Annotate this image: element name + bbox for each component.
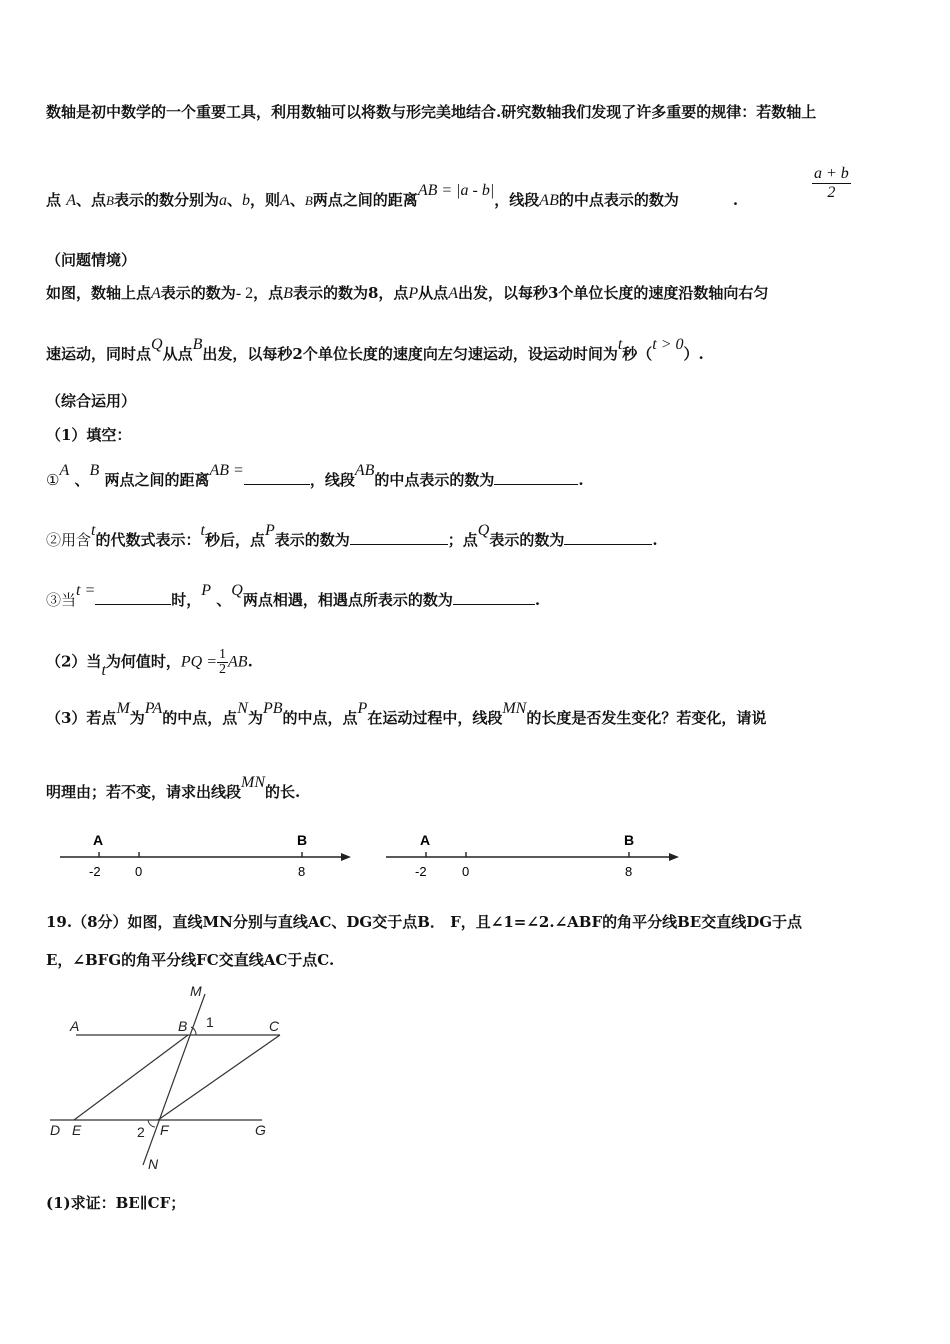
tick-label: 8 [298, 864, 306, 879]
q1-sub-2: ②用含t的代数式表示：t秒后，点P表示的数为 ；点Q表示的数为 . [46, 522, 658, 549]
answer-blank[interactable] [564, 530, 652, 545]
q1-sub-3: ③当t =时，P 、Q两点相遇，相遇点所表示的数为 . [46, 582, 541, 609]
label-angle-1: 1 [206, 1014, 214, 1030]
q2: （2）当t为何值时，PQ = $\frac{1}{2}$ AB. [46, 647, 253, 679]
answer-blank[interactable] [350, 530, 448, 545]
q19-part-1: (1)求证：BE∥CF； [46, 1194, 186, 1212]
distance-formula: AB = |a - b| [417, 182, 495, 199]
angle-2-arc [148, 1120, 155, 1127]
q3-line-2: 明理由；若不变，请求出线段MN的长. [46, 774, 301, 801]
number-line-2 [386, 832, 679, 879]
label-f: F [160, 1122, 169, 1138]
line-mn [143, 994, 205, 1165]
label-a: A [70, 1018, 80, 1034]
q19-line-1: 19.（8分）如图，直线MN分别与直线AC、DG交于点B． F，且∠1=∠2.∠ABF的角平分线BE交直线DG于点 [46, 913, 803, 931]
intro-line-1: 数轴是初中数学的一个重要工具，利用数轴可以将数与形完美地结合.研究数轴我们发现了许多重要的规律：若数轴上 [46, 103, 817, 121]
axis-arrow [341, 853, 351, 861]
axis-arrow [669, 853, 679, 861]
q1-sub-1: ①A 、B 两点之间的距离AB =，线段AB的中点表示的数为 . [46, 462, 584, 489]
q19-line-2: E，∠BFG的角平分线FC交直线AC于点C. [46, 951, 335, 969]
answer-blank[interactable] [453, 590, 535, 605]
label-g: G [255, 1122, 266, 1138]
answer-blank[interactable] [95, 590, 171, 605]
tick-label: 0 [462, 864, 470, 879]
point-label-b: B [297, 832, 308, 848]
situation-heading: （问题情境） [46, 251, 137, 269]
number-line-figures [55, 826, 695, 886]
answer-blank[interactable] [494, 470, 578, 485]
tick-label: 8 [625, 864, 633, 879]
point-label-b: B [624, 832, 635, 848]
intro-line-2: 点 A、点B表示的数分别为a、b，则A、B两点之间的距离AB = |a - b|，线段AB的中点表示的数为 . [46, 182, 739, 209]
point-label-a: A [93, 832, 104, 848]
label-angle-2: 2 [137, 1124, 145, 1140]
label-b: B [178, 1018, 188, 1034]
label-e: E [72, 1122, 82, 1138]
q19-geometry-figure [40, 982, 300, 1177]
label-c: C [269, 1018, 280, 1034]
q3-line-1: （3）若点M为PA的中点，点N为PB的中点，点P在运动过程中，线段MN的长度是否发生变化？若变化，请说 [46, 700, 767, 727]
midpoint-fraction: $\frac{a + b}{2}$ [814, 165, 849, 201]
line-fc [158, 1035, 280, 1120]
label-n: N [148, 1156, 159, 1172]
number-line-1 [60, 832, 351, 879]
tick-label: -2 [89, 864, 101, 879]
q1-label: （1）填空： [46, 426, 132, 444]
answer-blank[interactable] [244, 470, 310, 485]
tick-label: 0 [135, 864, 143, 879]
situation-line-1: 如图，数轴上点A表示的数为- 2，点B表示的数为8，点P从点A出发，以每秒3个单位长度的速度沿数轴向右匀 [46, 284, 769, 302]
point-label-a: A [420, 832, 431, 848]
apply-heading: （综合运用） [46, 392, 137, 410]
tick-label: -2 [415, 864, 427, 879]
situation-line-2: 速运动，同时点Q从点B出发，以每秒2个单位长度的速度向左匀速运动，设运动时间为t秒（t > 0）. [46, 336, 704, 363]
label-d: D [50, 1122, 61, 1138]
line-be [74, 1035, 188, 1120]
label-m: M [190, 983, 202, 999]
